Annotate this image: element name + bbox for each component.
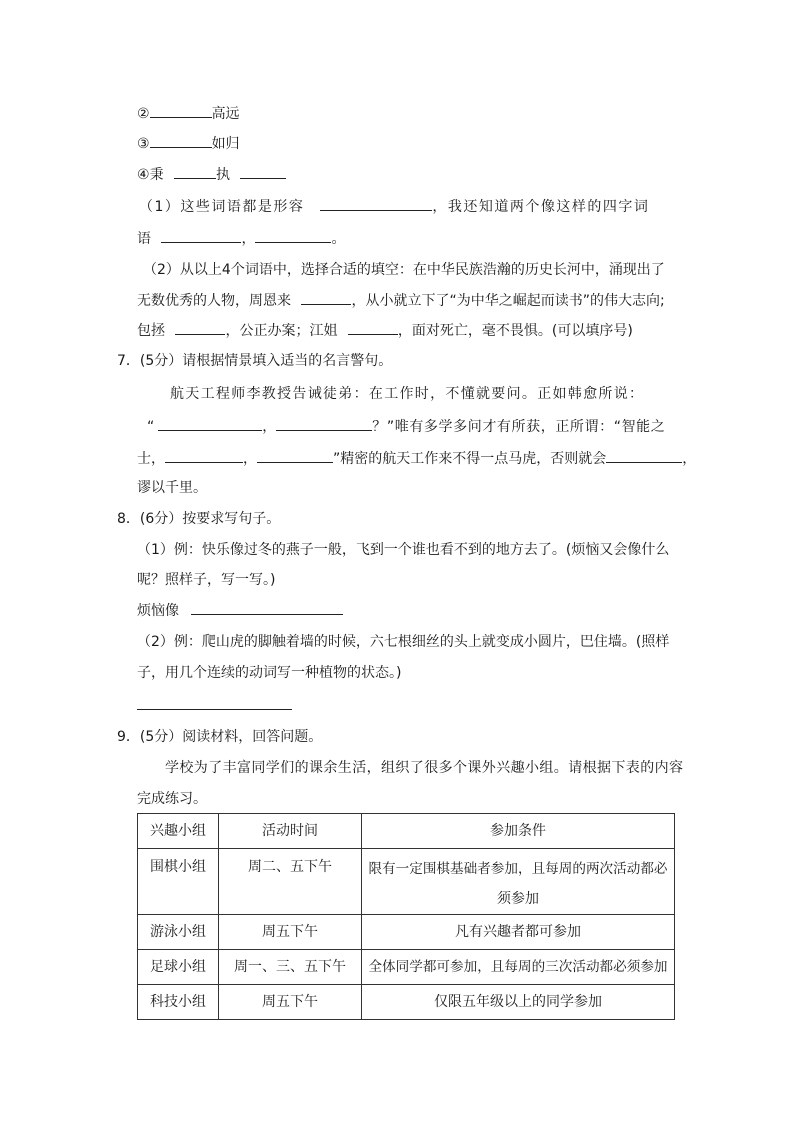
q8-part1-line3	[137, 600, 343, 621]
idiom-char: 秉	[149, 167, 164, 183]
blank[interactable]	[165, 448, 243, 463]
time-cell: 周五下午	[219, 915, 362, 950]
q7-line2	[147, 416, 665, 437]
text: 包拯	[137, 323, 165, 339]
text: （1）这些词语都是形容	[139, 199, 305, 215]
idiom-word: 高远	[211, 106, 240, 122]
group-cell: 科技小组	[138, 985, 219, 1020]
condition-cell: 凡有兴趣者都可参加	[362, 915, 675, 950]
blank[interactable]	[320, 196, 432, 211]
table-header-row	[138, 814, 675, 849]
q7-heading: 7．(5分）请根据情景填入适当的名言警句。	[117, 353, 393, 369]
answer-blank[interactable]	[191, 600, 343, 615]
group-cell: 足球小组	[138, 950, 219, 985]
condition-cell: 全体同学都可参加，且每周的三次活动都必须参加	[362, 950, 675, 985]
q9-line2: 完成练习。	[137, 791, 207, 807]
text: ，我还知道两个像这样的四字词	[432, 199, 650, 215]
q6-part2-line1	[143, 260, 665, 280]
idiom-word: 如归	[211, 136, 240, 152]
blank[interactable]	[257, 448, 333, 463]
idiom-item-4	[137, 164, 286, 185]
text: 。	[331, 231, 346, 247]
item-number: ③	[137, 136, 150, 152]
table-row	[138, 915, 675, 950]
text: ，从小就立下了“为中华之崛起而读书”的伟大志向;	[351, 293, 665, 309]
q7-line3	[137, 448, 696, 469]
table-row	[138, 849, 675, 915]
text: ，公正办案；江姐	[225, 323, 338, 339]
blank[interactable]	[255, 228, 331, 243]
idiom-item-2	[137, 103, 240, 124]
q6-part1-line2	[137, 228, 345, 249]
text: 语	[137, 231, 151, 247]
q8-heading: 8．(6分）按要求写句子。	[117, 511, 281, 527]
q7-line1: 航天工程师李教授告诫徒弟：在工作时，不懂就要问。正如韩愈所说：	[170, 386, 645, 402]
q6-part1-line1	[139, 196, 649, 217]
q8-part2-line2: 子，用几个连续的动词写一种植物的状态。)	[137, 665, 402, 681]
blank[interactable]	[161, 228, 241, 243]
item-number: ④	[137, 167, 150, 183]
text: 士，	[137, 451, 165, 467]
blank[interactable]	[174, 164, 216, 179]
text: ，面对死亡，毫不畏惧。(可以填序号)	[397, 323, 633, 339]
time-cell: 周五下午	[219, 985, 362, 1020]
blank[interactable]	[276, 416, 372, 431]
text: ，	[682, 451, 697, 467]
text: “	[147, 419, 155, 435]
text: ”精密的航天工作来不得一点马虎，否则就会	[333, 451, 607, 467]
text: ，	[243, 451, 257, 467]
interest-group-table	[137, 813, 675, 1020]
q6-part2-line3	[137, 320, 633, 341]
text: ？”唯有多学多问才有所获，正所谓：“智能之	[372, 419, 666, 435]
text: ，	[262, 419, 277, 435]
blank[interactable]	[158, 416, 262, 431]
time-cell: 周二、五下午	[219, 849, 362, 915]
q8-part1-line1: （1）例：快乐像过冬的燕子一般，飞到一个谁也看不到的地方去了。(烦恼又会像什么	[137, 542, 670, 558]
blank[interactable]	[240, 164, 286, 179]
text: 无数优秀的人物，周恩来	[137, 293, 291, 309]
q6-part2-line2	[137, 290, 665, 311]
q9-line1: 学校为了丰富同学们的课余生活，组织了很多个课外兴趣小组。请根据下表的内容	[165, 760, 684, 776]
condition-cell	[362, 849, 675, 915]
q8-part2-line1: （2）例：爬山虎的脚触着墙的时候，六七根细丝的头上就变成小圆片，巴住墙。(照样	[137, 634, 670, 650]
answer-line[interactable]	[137, 709, 292, 710]
group-cell: 围棋小组	[138, 849, 219, 915]
text: 烦恼像	[137, 603, 179, 619]
header-cell: 活动时间	[219, 814, 362, 849]
table-row	[138, 985, 675, 1020]
header-cell: 兴趣小组	[138, 814, 219, 849]
q9-heading: 9．(5分）阅读材料，回答问题。	[117, 729, 323, 745]
text: ，	[241, 231, 256, 247]
header-cell: 参加条件	[362, 814, 675, 849]
blank[interactable]	[175, 320, 225, 335]
time-cell: 周一、三、五下午	[219, 950, 362, 985]
group-cell: 游泳小组	[138, 915, 219, 950]
blank[interactable]	[348, 320, 398, 335]
blank[interactable]	[150, 103, 212, 118]
condition-cell: 仅限五年级以上的同学参加	[362, 985, 675, 1020]
condition-line: 限有一定围棋基础者参加，且每周的两次活动都必	[368, 861, 668, 877]
q8-part1-line2: 呢？照样子，写一写。)	[137, 572, 276, 588]
condition-line: 须参加	[497, 891, 539, 907]
blank[interactable]	[606, 448, 682, 463]
idiom-char: 执	[216, 167, 231, 183]
idiom-item-3	[137, 133, 240, 154]
text: （2）从以上4个词语中，选择合适的填空：在中华民族浩瀚的历史长河中，涌现出了	[143, 262, 665, 278]
table-row	[138, 950, 675, 985]
q7-line4: 谬以千里。	[137, 480, 207, 496]
blank[interactable]	[301, 290, 351, 305]
item-number: ②	[137, 106, 150, 122]
blank[interactable]	[150, 133, 212, 148]
